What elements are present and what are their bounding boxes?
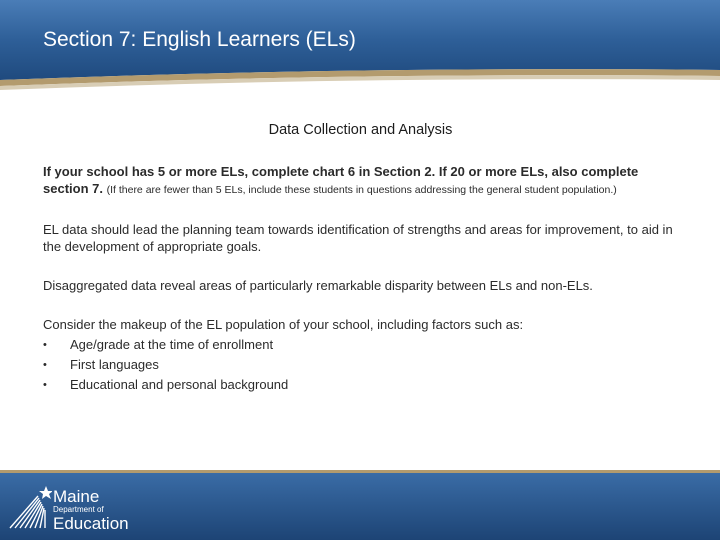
factor-list bbox=[43, 335, 678, 395]
star-rays-icon bbox=[8, 484, 52, 530]
logo-wordmark bbox=[53, 488, 129, 532]
logo-department: Department of bbox=[53, 505, 104, 514]
paragraph-disaggregated: Disaggregated data reveal areas of particularly remarkable disparity between ELs and non-ELs. bbox=[43, 278, 593, 293]
slide-title: Section 7: English Learners (ELs) bbox=[43, 28, 356, 51]
logo-education: Education bbox=[53, 514, 129, 533]
slide-body bbox=[43, 122, 678, 395]
slide-header bbox=[0, 0, 720, 100]
list-item: • Educational and personal background bbox=[43, 375, 678, 395]
paragraph-consider: Consider the makeup of the EL population of your school, including factors such as: bbox=[43, 317, 524, 332]
intro-bold-text: If your school has 5 or more ELs, complete chart 6 in Section 2. If 20 or more ELs, also complete section 7. bbox=[43, 164, 639, 196]
logo-maine: Maine bbox=[53, 487, 100, 506]
list-item: • First languages bbox=[43, 355, 678, 375]
intro-note-text: (If there are fewer than 5 ELs, include these students in questions addressing the general student population.) bbox=[106, 184, 617, 196]
maine-doe-logo bbox=[8, 484, 148, 532]
intro-paragraph bbox=[43, 163, 678, 199]
slide-subtitle: Data Collection and Analysis bbox=[268, 122, 453, 138]
paragraph-el-data: EL data should lead the planning team towards identification of strengths and areas for improvement, to aid in the development of appropriate goals. bbox=[43, 222, 673, 254]
list-item: • Age/grade at the time of enrollment bbox=[43, 335, 678, 355]
